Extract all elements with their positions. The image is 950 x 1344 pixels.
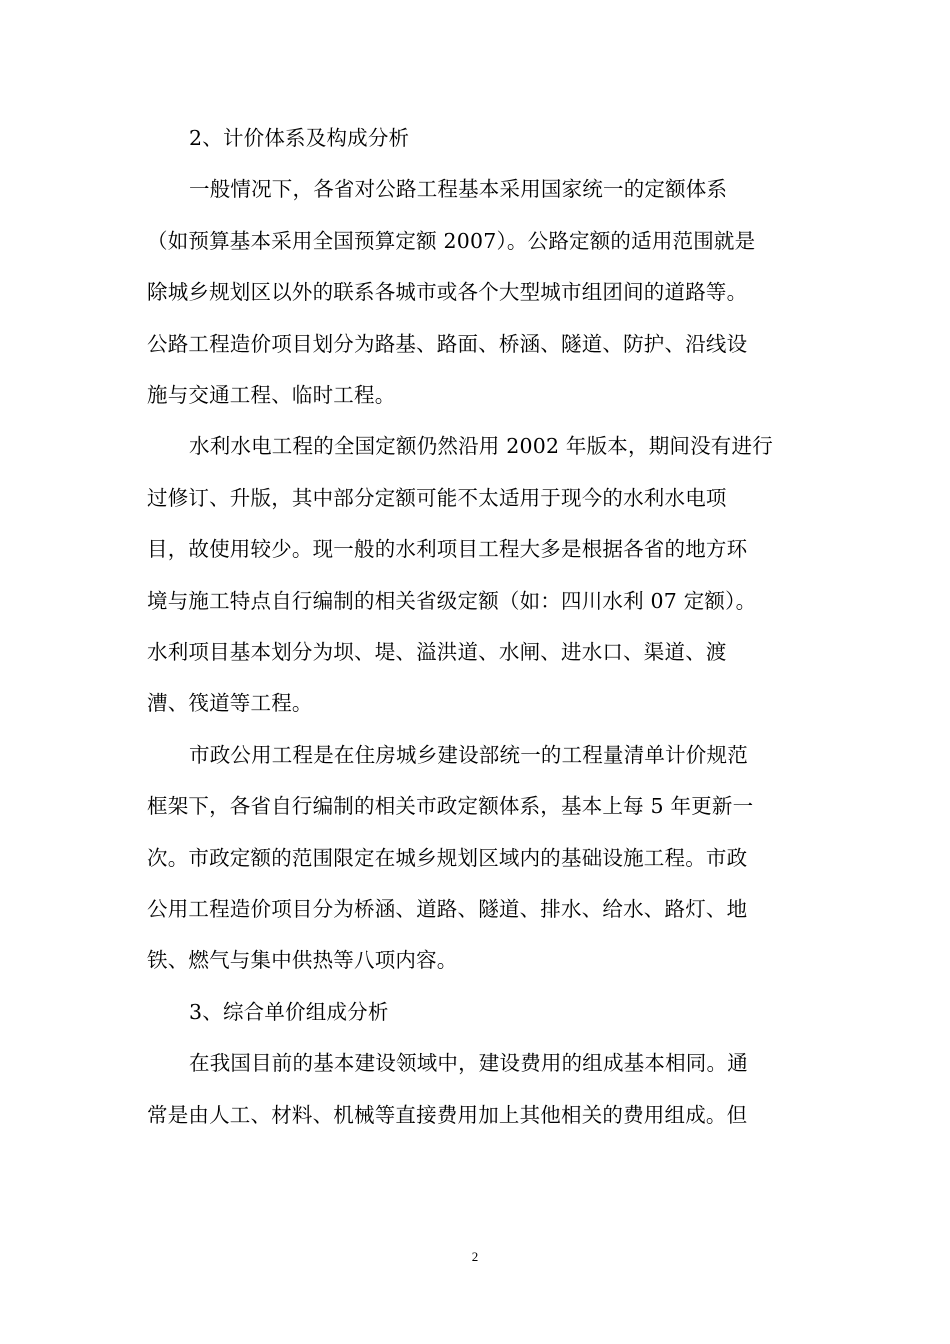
paragraph-line: （如预算基本采用全国预算定额 2007）。公路定额的适用范围就是	[147, 229, 756, 253]
paragraph-line: 市政公用工程是在住房城乡建设部统一的工程量清单计价规范	[189, 743, 748, 767]
paragraph-line: 水利项目基本划分为坝、堤、溢洪道、水闸、进水口、渠道、渡	[147, 640, 727, 664]
paragraph-line: 公路工程造价项目划分为路基、路面、桥涵、隧道、防护、沿线设	[147, 332, 748, 356]
paragraph-line: 过修订、升版，其中部分定额可能不太适用于现今的水利水电项	[147, 486, 727, 510]
heading-unit-price: 3、综合单价组成分析	[189, 1000, 389, 1024]
paragraph-line: 常是由人工、材料、机械等直接费用加上其他相关的费用组成。但	[147, 1103, 748, 1127]
paragraph-line: 次。市政定额的范围限定在城乡规划区域内的基础设施工程。市政	[147, 846, 748, 870]
paragraph-line: 漕、筏道等工程。	[147, 691, 313, 715]
page-number: 2	[471, 1249, 479, 1264]
paragraph-line: 目，故使用较少。现一般的水利项目工程大多是根据各省的地方环	[147, 537, 748, 561]
heading-pricing-system: 2、计价体系及构成分析	[189, 126, 410, 150]
paragraph-line: 铁、燃气与集中供热等八项内容。	[147, 948, 458, 972]
paragraph-line: 框架下，各省自行编制的相关市政定额体系，基本上每 5 年更新一	[147, 794, 754, 818]
paragraph-line: 公用工程造价项目分为桥涵、道路、隧道、排水、给水、路灯、地	[147, 897, 748, 921]
paragraph-line: 水利水电工程的全国定额仍然沿用 2002 年版本，期间没有进行	[189, 434, 773, 458]
paragraph-line: 境与施工特点自行编制的相关省级定额（如：四川水利 07 定额）。	[147, 589, 757, 613]
paragraph-line: 除城乡规划区以外的联系各城市或各个大型城市组团间的道路等。	[147, 280, 748, 304]
paragraph-line: 一般情况下，各省对公路工程基本采用国家统一的定额体系	[189, 177, 728, 201]
paragraph-line: 在我国目前的基本建设领域中，建设费用的组成基本相同。通	[189, 1051, 748, 1075]
paragraph-line: 施与交通工程、临时工程。	[147, 383, 396, 407]
